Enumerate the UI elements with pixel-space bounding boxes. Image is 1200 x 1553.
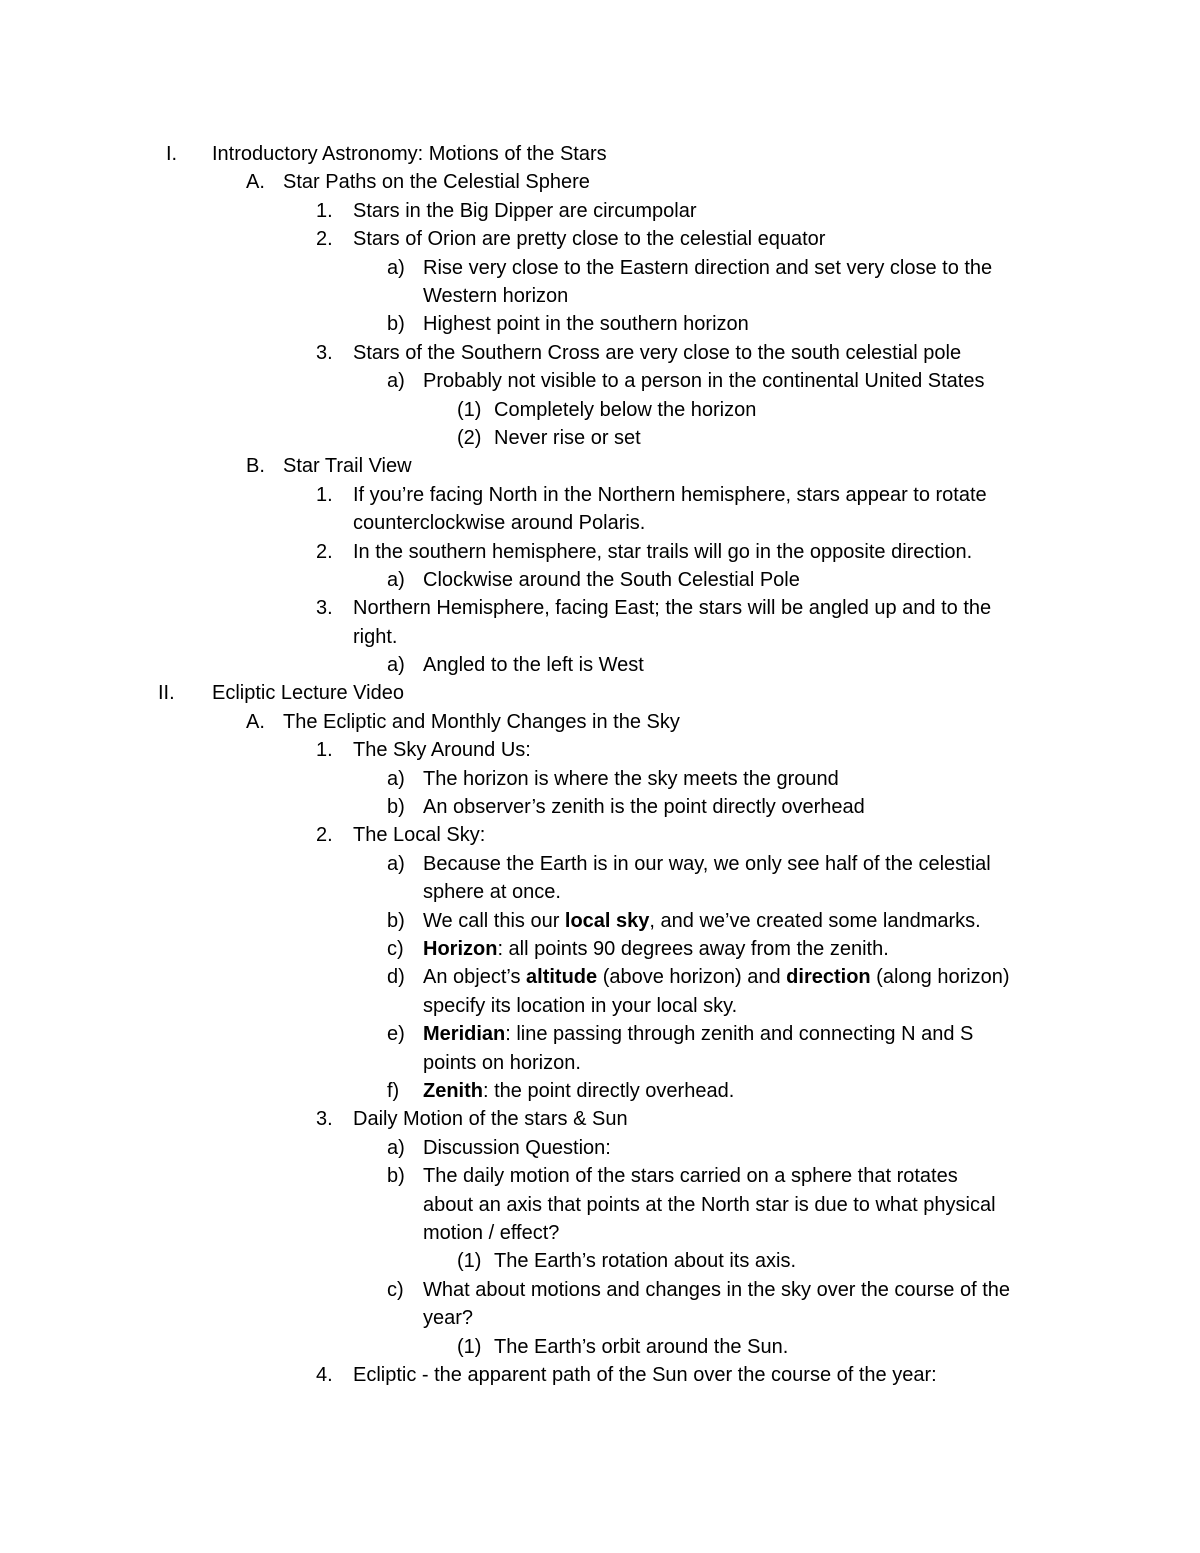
text-line <box>353 1361 937 1389</box>
outline-item-level-3 <box>0 1105 1200 1133</box>
text-line <box>494 1333 788 1361</box>
outline-item-level-3 <box>0 594 1200 651</box>
outline-text <box>423 1162 996 1247</box>
lecture-notes-outline <box>0 140 1200 1389</box>
outline-marker: (1) <box>457 1250 482 1273</box>
outline-marker: a) <box>387 767 405 790</box>
outline-item-level-4 <box>0 907 1200 935</box>
outline-marker: (1) <box>457 1335 482 1358</box>
text-run: Never rise or set <box>494 426 641 449</box>
outline-marker: c) <box>387 1278 404 1301</box>
text-line <box>423 310 749 338</box>
text-run: , and we’ve created some landmarks. <box>649 909 981 932</box>
outline-item-level-3 <box>0 538 1200 566</box>
text-line <box>423 1162 996 1190</box>
outline-text <box>423 651 644 679</box>
outline-item-level-3 <box>0 1361 1200 1389</box>
text-line <box>353 197 696 225</box>
text-line <box>423 878 991 906</box>
outline-text <box>494 1247 796 1275</box>
text-line <box>353 623 991 651</box>
text-line <box>353 594 991 622</box>
outline-item-level-4 <box>0 1020 1200 1077</box>
text-run: Highest point in the southern horizon <box>423 313 749 336</box>
text-run: The horizon is where the sky meets the ground <box>423 767 839 790</box>
outline-item-level-2 <box>0 452 1200 480</box>
outline-item-level-3 <box>0 197 1200 225</box>
outline-item-level-4 <box>0 254 1200 311</box>
text-line <box>423 1077 734 1105</box>
outline-item-level-3 <box>0 339 1200 367</box>
text-run: Rise very close to the Eastern direction and set very close to the <box>423 256 993 279</box>
outline-item-level-4 <box>0 765 1200 793</box>
outline-item-level-2 <box>0 168 1200 196</box>
outline-marker: a) <box>387 370 405 393</box>
outline-item-level-4 <box>0 793 1200 821</box>
text-run: points on horizon. <box>423 1051 581 1074</box>
outline-text <box>353 1105 628 1133</box>
outline-text <box>423 935 889 963</box>
text-run: : all points 90 degrees away from the zenith. <box>497 938 889 960</box>
text-run: The daily motion of the stars carried on a sphere that rotates <box>423 1165 958 1188</box>
text-line <box>423 1191 996 1219</box>
outline-item-level-1 <box>0 140 1200 168</box>
outline-text <box>423 367 984 395</box>
text-line <box>353 538 972 566</box>
text-run: The Ecliptic and Monthly Changes in the Sky <box>283 710 680 733</box>
bold-term: local sky <box>564 909 650 932</box>
bold-term: direction <box>786 966 871 989</box>
outline-item-level-4 <box>0 367 1200 395</box>
text-run: The Local Sky: <box>353 824 486 847</box>
outline-text <box>494 424 641 452</box>
outline-text <box>283 452 412 480</box>
outline-marker: b) <box>387 796 405 819</box>
text-run: about an axis that points at the North star is due to what physical <box>423 1193 996 1216</box>
outline-marker: c) <box>387 938 404 960</box>
outline-marker: II. <box>158 682 175 705</box>
text-run: Stars of Orion are pretty close to the celestial equator <box>353 228 826 251</box>
outline-item-level-3 <box>0 481 1200 538</box>
text-line <box>353 1105 628 1133</box>
outline-marker: 3. <box>316 341 333 364</box>
outline-marker: I. <box>166 143 178 165</box>
text-line <box>423 566 800 594</box>
text-run: An object’s <box>423 966 527 989</box>
outline-item-level-4 <box>0 1276 1200 1333</box>
outline-text <box>423 1276 1010 1333</box>
text-line <box>423 651 644 679</box>
text-run: : the point directly overhead. <box>483 1079 735 1102</box>
outline-text <box>353 736 531 764</box>
text-line <box>423 850 991 878</box>
outline-marker: a) <box>387 256 405 279</box>
text-line <box>423 254 992 282</box>
outline-text <box>353 1361 937 1389</box>
outline-text <box>212 140 607 168</box>
outline-marker: 2. <box>316 540 333 563</box>
text-run: Completely below the horizon <box>494 398 757 421</box>
outline-text <box>283 168 590 196</box>
text-run: The Sky Around Us: <box>353 739 531 762</box>
outline-marker: A. <box>246 171 265 194</box>
outline-text <box>353 339 961 367</box>
text-run: Clockwise around the South Celestial Pole <box>423 568 800 591</box>
outline-item-level-4 <box>0 850 1200 907</box>
outline-marker: d) <box>387 966 405 989</box>
outline-marker: 2. <box>316 228 333 251</box>
text-line <box>353 736 531 764</box>
text-run: Northern Hemisphere, facing East; the stars will be angled up and to the <box>353 597 992 620</box>
outline-item-level-5 <box>0 1333 1200 1361</box>
outline-text <box>423 765 839 793</box>
text-line <box>353 481 987 509</box>
text-run: Discussion Question: <box>423 1136 611 1159</box>
outline-marker: b) <box>387 313 405 336</box>
text-run: In the southern hemisphere, star trails will go in the opposite direction. <box>353 540 973 563</box>
outline-marker: (2) <box>457 426 482 449</box>
text-run: counterclockwise around Polaris. <box>353 512 646 535</box>
text-line <box>423 1134 611 1162</box>
text-line <box>423 1049 973 1077</box>
text-line <box>283 708 680 736</box>
bold-term: altitude <box>526 966 598 989</box>
outline-text <box>353 481 987 538</box>
outline-text <box>353 821 485 849</box>
outline-item-level-3 <box>0 821 1200 849</box>
text-run: The Earth’s rotation about its axis. <box>494 1250 797 1273</box>
outline-item-level-4 <box>0 651 1200 679</box>
outline-marker: b) <box>387 1165 405 1188</box>
bold-term: Horizon <box>423 938 498 960</box>
outline-item-level-4 <box>0 1162 1200 1247</box>
text-run: specify its location in your local sky. <box>423 994 738 1017</box>
text-run: (above horizon) and <box>597 966 787 989</box>
outline-marker: b) <box>387 909 405 932</box>
bold-term: Meridian <box>423 1023 506 1046</box>
text-run: right. <box>353 625 398 648</box>
text-line <box>353 509 987 537</box>
outline-text <box>423 310 749 338</box>
outline-text <box>353 538 972 566</box>
text-line <box>423 765 839 793</box>
outline-text <box>423 1077 734 1105</box>
text-run: The Earth’s orbit around the Sun. <box>494 1335 789 1358</box>
outline-marker: a) <box>387 568 405 591</box>
outline-text <box>423 566 800 594</box>
text-line <box>283 452 412 480</box>
outline-marker: 1. <box>316 199 333 222</box>
outline-text <box>423 1134 611 1162</box>
text-line <box>353 225 825 253</box>
outline-item-level-2 <box>0 708 1200 736</box>
outline-marker: 2. <box>316 824 333 847</box>
text-line <box>423 1276 1010 1304</box>
outline-text <box>353 197 696 225</box>
text-line <box>423 935 889 963</box>
outline-text <box>494 396 756 424</box>
text-run: Because the Earth is in our way, we only see half of the celestial <box>423 852 991 875</box>
text-run: Stars in the Big Dipper are circumpolar <box>353 199 697 222</box>
text-line <box>353 821 485 849</box>
outline-marker: f) <box>387 1079 400 1102</box>
outline-item-level-5 <box>0 424 1200 452</box>
outline-item-level-3 <box>0 736 1200 764</box>
text-run: We call this our <box>423 909 565 932</box>
text-run: (along horizon) <box>870 966 1010 989</box>
text-line <box>212 140 607 168</box>
text-line <box>494 396 756 424</box>
outline-item-level-4 <box>0 1134 1200 1162</box>
text-line <box>494 424 641 452</box>
outline-marker: 1. <box>316 483 333 506</box>
text-run: Ecliptic - the apparent path of the Sun over the course of the year: <box>353 1363 937 1386</box>
outline-text <box>423 907 981 935</box>
outline-text <box>212 679 404 707</box>
outline-item-level-5 <box>0 1247 1200 1275</box>
text-run: What about motions and changes in the sky over the course of the <box>423 1278 1011 1301</box>
outline-marker: a) <box>387 1136 405 1159</box>
text-line <box>423 963 1010 991</box>
bold-term: Zenith <box>423 1079 483 1102</box>
text-run: sphere at once. <box>423 881 561 904</box>
text-line <box>423 1020 973 1048</box>
outline-marker: A. <box>246 710 265 733</box>
outline-item-level-5 <box>0 396 1200 424</box>
text-line <box>283 168 590 196</box>
outline-marker: a) <box>387 654 405 677</box>
text-line <box>423 1219 996 1247</box>
text-line <box>423 907 981 935</box>
outline-item-level-4 <box>0 935 1200 963</box>
outline-text <box>353 225 825 253</box>
outline-item-level-3 <box>0 225 1200 253</box>
text-run: Daily Motion of the stars & Sun <box>353 1108 628 1131</box>
outline-marker: 3. <box>316 1108 333 1131</box>
text-run: Western horizon <box>423 284 569 307</box>
outline-text <box>423 254 992 311</box>
text-run: Introductory Astronomy: Motions of the Stars <box>212 143 607 165</box>
outline-marker: 1. <box>316 739 333 762</box>
outline-item-level-4 <box>0 1077 1200 1105</box>
text-run: Stars of the Southern Cross are very close to the south celestial pole <box>353 341 962 364</box>
outline-marker: 3. <box>316 597 333 620</box>
text-run: year? <box>423 1307 474 1330</box>
outline-marker: (1) <box>457 398 482 421</box>
text-run: : line passing through zenith and connecting N and S <box>505 1023 974 1046</box>
text-run: motion / effect? <box>423 1221 560 1244</box>
outline-text <box>353 594 991 651</box>
text-run: If you’re facing North in the Northern hemisphere, stars appear to rotate <box>353 483 987 506</box>
outline-item-level-1 <box>0 679 1200 707</box>
text-run: Ecliptic Lecture Video <box>212 682 404 705</box>
text-line <box>423 1304 1010 1332</box>
outline-marker: e) <box>387 1023 405 1046</box>
outline-text <box>494 1333 788 1361</box>
text-run: Star Trail View <box>283 455 412 478</box>
text-line <box>423 793 865 821</box>
outline-item-level-4 <box>0 310 1200 338</box>
outline-text <box>423 1020 973 1077</box>
text-line <box>494 1247 796 1275</box>
outline-item-level-4 <box>0 963 1200 1020</box>
text-line <box>423 282 992 310</box>
text-run: Angled to the left is West <box>423 654 644 677</box>
outline-marker: a) <box>387 852 405 875</box>
outline-text <box>423 850 991 907</box>
outline-text <box>423 963 1010 1020</box>
text-run: Probably not visible to a person in the continental United States <box>423 370 985 393</box>
outline-text <box>423 793 865 821</box>
outline-marker: B. <box>246 455 265 478</box>
text-run: An observer’s zenith is the point directly overhead <box>423 796 865 819</box>
text-line <box>423 367 984 395</box>
text-line <box>212 679 404 707</box>
outline-marker: 4. <box>316 1363 333 1386</box>
outline-item-level-4 <box>0 566 1200 594</box>
text-run: Star Paths on the Celestial Sphere <box>283 171 590 194</box>
text-line <box>423 992 1010 1020</box>
text-line <box>353 339 961 367</box>
outline-text <box>283 708 680 736</box>
